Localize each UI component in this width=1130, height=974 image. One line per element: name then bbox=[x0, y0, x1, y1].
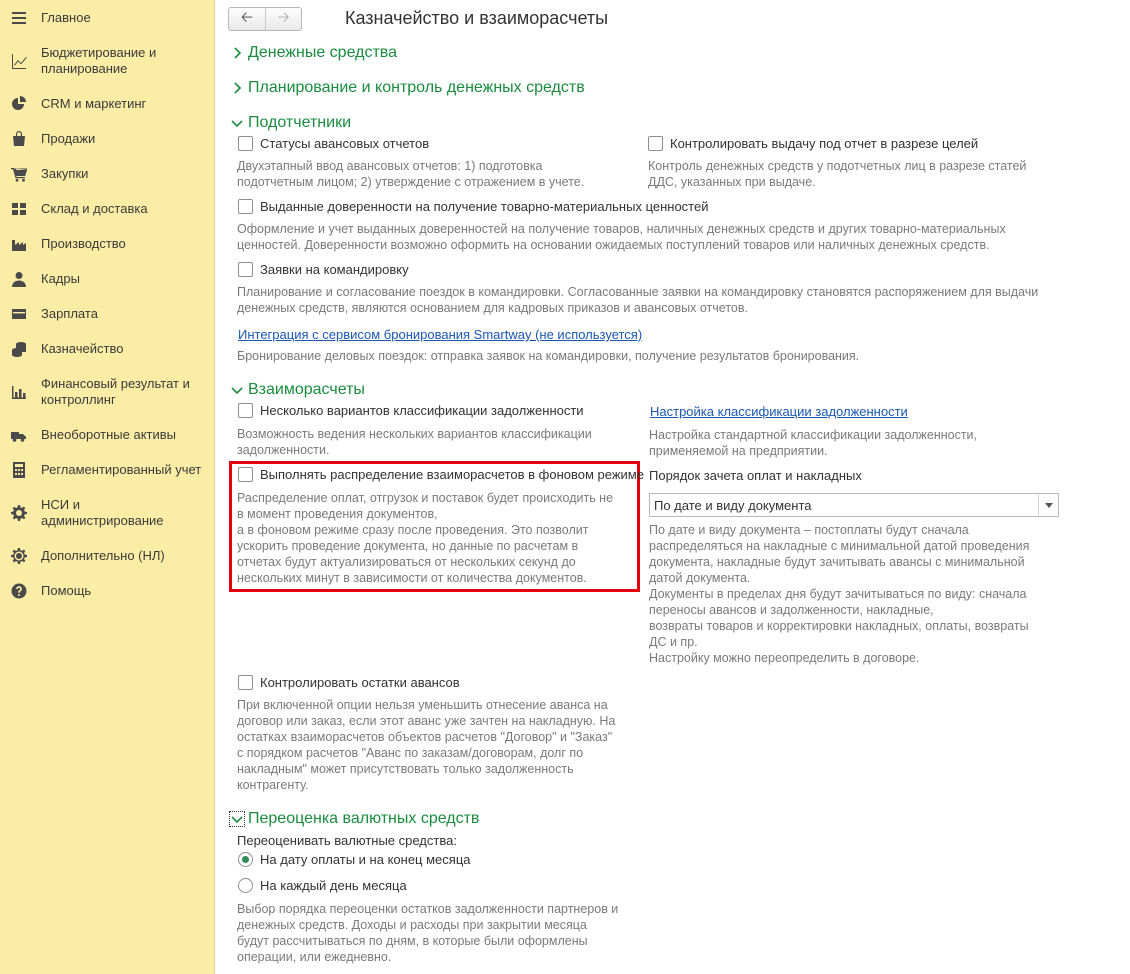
nav-buttons bbox=[228, 7, 302, 31]
chevron-down-icon bbox=[229, 811, 245, 827]
description: датой документа. bbox=[649, 571, 751, 585]
radio-label: На дату оплаты и на конец месяца bbox=[260, 852, 471, 867]
section-currency[interactable] bbox=[229, 810, 479, 828]
description: денежных средств, являются основанием для кадровых приказов и авансовых отчетов. bbox=[237, 301, 748, 315]
description: Распределение оплат, отгрузок и поставок будет происходить не bbox=[237, 491, 614, 505]
coins-icon bbox=[10, 340, 28, 358]
sidebar-item-help[interactable] bbox=[0, 582, 215, 600]
select-value: По дате и виду документа bbox=[654, 497, 812, 513]
description: операции, или ежедневно. bbox=[237, 950, 392, 964]
checkbox-label: Заявки на командировку bbox=[260, 262, 409, 277]
description: документа, накладные будут зачитывать авансы с минимальной bbox=[649, 555, 1025, 569]
arrow-right-icon: 🡢 bbox=[277, 8, 290, 26]
radio-label: На каждый день месяца bbox=[260, 878, 407, 893]
sidebar bbox=[0, 0, 215, 974]
sidebar-item-label: Внеоборотные активы bbox=[41, 427, 177, 442]
gear-icon bbox=[10, 504, 28, 522]
arrow-left-icon: 🡠 bbox=[240, 8, 254, 26]
factory-icon bbox=[10, 235, 28, 253]
back-button[interactable] bbox=[229, 8, 265, 30]
sidebar-item-regulated-accounting[interactable] bbox=[0, 461, 215, 479]
sidebar-item-main[interactable] bbox=[0, 9, 215, 27]
shopping-bag-icon bbox=[10, 130, 28, 148]
section-title: Планирование и контроль денежных средств bbox=[248, 79, 585, 96]
description: ДДС, указанных при выдаче. bbox=[648, 175, 816, 189]
sidebar-item-financial-result[interactable] bbox=[0, 375, 215, 409]
sidebar-item-label: Зарплата bbox=[41, 306, 98, 321]
description: договор или заказ, если этот аванс уже зачтен на накладную. На bbox=[237, 714, 616, 728]
sidebar-item-crm[interactable] bbox=[0, 95, 215, 113]
advance-reports-checkbox-row[interactable] bbox=[238, 136, 429, 151]
section-title: Взаиморасчеты bbox=[248, 381, 365, 398]
sidebar-item-nsi-admin[interactable] bbox=[0, 496, 215, 530]
classification-checkbox-row[interactable] bbox=[238, 403, 584, 418]
sidebar-item-sales[interactable] bbox=[0, 130, 215, 148]
section-title: Денежные средства bbox=[248, 44, 397, 61]
description: ускорить проведение документа, но данные по расчетам в bbox=[237, 539, 579, 553]
sidebar-item-label: Закупки bbox=[41, 166, 89, 181]
sidebar-item-hr[interactable] bbox=[0, 270, 215, 288]
advance-reports-checkbox[interactable] bbox=[238, 136, 253, 151]
classification-setup-link[interactable]: Настройка классификации задолженности bbox=[650, 404, 908, 419]
description: ДС и пр. bbox=[649, 635, 698, 649]
section-title: Подотчетники bbox=[248, 114, 351, 131]
description: Настройка стандартной классификации задолженности, bbox=[649, 428, 978, 442]
description: Оформление и учет выданных доверенностей на получение товаров, наличных денежных средств и других товарно-материальных bbox=[237, 222, 1006, 236]
description: Контроль денежных средств у подотчетных лиц в разрезе статей bbox=[648, 159, 1027, 173]
description: с порядком расчетов "Аванс по заказам/договорам, долг по bbox=[237, 746, 584, 760]
sidebar-item-label: CRM и маркетинг bbox=[41, 96, 147, 111]
description: денежных средств. Доходы и расходы при закрытии месяца bbox=[237, 918, 587, 932]
grid-icon bbox=[10, 200, 28, 218]
sidebar-item-additional[interactable] bbox=[0, 547, 215, 565]
section-money[interactable] bbox=[229, 44, 397, 62]
chevron-down-icon bbox=[229, 115, 245, 131]
sidebar-item-fixed-assets[interactable] bbox=[0, 426, 215, 444]
description: применяемой на предприятии. bbox=[649, 444, 828, 458]
sidebar-item-label: Производство bbox=[41, 236, 126, 251]
trip-requests-checkbox-row[interactable] bbox=[238, 262, 409, 277]
description: По дате и виду документа – постоплаты будут сначала bbox=[649, 523, 969, 537]
sidebar-item-label: Казначейство bbox=[41, 341, 124, 356]
sidebar-item-label: Бюджетирование и планирование bbox=[41, 45, 157, 76]
calculator-icon bbox=[10, 461, 28, 479]
description: Настройку можно переопределить в договоре. bbox=[649, 651, 920, 665]
sidebar-item-salary[interactable] bbox=[0, 305, 215, 323]
description: накладным" может присутствовать только задолженность bbox=[237, 762, 574, 776]
description: Возможность ведения нескольких вариантов классификации bbox=[237, 427, 592, 441]
sidebar-item-label: Продажи bbox=[41, 131, 96, 146]
radio-button[interactable] bbox=[238, 852, 253, 867]
radio-every-day[interactable] bbox=[238, 878, 407, 893]
description: подотчетным лицом; 2) утверждение с отражением в учете. bbox=[237, 175, 585, 189]
section-title: Переоценка валютных средств bbox=[248, 810, 480, 827]
advance-balance-checkbox[interactable] bbox=[238, 675, 253, 690]
description: задолженности. bbox=[237, 443, 330, 457]
checkbox-label: Выполнять распределение взаиморасчетов в фоновом режиме bbox=[260, 467, 644, 482]
truck-icon bbox=[10, 426, 28, 444]
classification-checkbox[interactable] bbox=[238, 403, 253, 418]
radio-payment-month-end[interactable] bbox=[238, 852, 471, 867]
offset-order-select[interactable] bbox=[649, 493, 1059, 517]
powers-of-attorney-checkbox-row[interactable] bbox=[238, 199, 708, 214]
chevron-down-icon bbox=[229, 382, 245, 398]
description: Планирование и согласование поездок в командировки. Согласованные заявки на командировку становятся распоряжением для выдачи bbox=[237, 285, 1039, 299]
description: остатках взаиморасчетов объектов расчетов "Договор" и "Заказ" bbox=[237, 730, 613, 744]
background-distribution-checkbox[interactable] bbox=[238, 467, 253, 482]
description: отчетах будут актуализироваться от нескольких секунд до bbox=[237, 555, 576, 569]
section-planning[interactable] bbox=[229, 79, 585, 97]
description: распределяться на накладные с минимальной датой проведения bbox=[649, 539, 1030, 553]
person-icon bbox=[10, 270, 28, 288]
description: возвраты товаров и корректировки накладных, оплаты, возвраты bbox=[649, 619, 1029, 633]
description: Выбор порядка переоценки остатков задолженности партнеров и bbox=[237, 902, 619, 916]
forward-button[interactable] bbox=[265, 8, 301, 30]
sidebar-item-label: Помощь bbox=[41, 583, 92, 598]
description: ценностей. Доверенности возможно оформить на основании ожидаемых поступлений товаров или наличных денежных средств. bbox=[237, 238, 990, 252]
checkbox-label: Выданные доверенности на получение товарно-материальных ценностей bbox=[260, 199, 709, 214]
sidebar-item-treasury[interactable] bbox=[0, 340, 215, 358]
wallet-icon bbox=[10, 305, 28, 323]
powers-of-attorney-checkbox[interactable] bbox=[238, 199, 253, 214]
main-content bbox=[216, 0, 1130, 974]
page-title: Казначейство и взаиморасчеты bbox=[345, 8, 609, 28]
checkbox-label: Несколько вариантов классификации задолженности bbox=[260, 403, 584, 418]
sidebar-item-label: Регламентированный учет bbox=[41, 462, 202, 477]
description: переносы авансов и задолженности, накладные, bbox=[649, 603, 934, 617]
revalue-label: Переоценивать валютные средства: bbox=[237, 833, 457, 848]
sidebar-item-label: Финансовый результат и контроллинг bbox=[41, 376, 190, 407]
sidebar-item-budgeting[interactable] bbox=[0, 44, 215, 78]
sidebar-item-warehouse[interactable] bbox=[0, 200, 215, 218]
description: а в фоновом режиме сразу после проведения. Это позволит bbox=[237, 523, 589, 537]
sidebar-item-production[interactable] bbox=[0, 235, 215, 253]
description: При включенной опции нельзя уменьшить отнесение аванса на bbox=[237, 698, 608, 712]
radio-button[interactable] bbox=[238, 878, 253, 893]
description: нескольких минут в зависимости от количества документов. bbox=[237, 571, 587, 585]
checkbox-label: Контролировать выдачу под отчет в разрезе целей bbox=[670, 136, 979, 151]
description: Двухэтапный ввод авансовых отчетов: 1) подготовка bbox=[237, 159, 543, 173]
help-icon bbox=[10, 582, 28, 600]
bar-chart-icon bbox=[10, 383, 28, 401]
control-issue-checkbox-row[interactable] bbox=[648, 136, 978, 151]
description: контрагенту. bbox=[237, 778, 309, 792]
trip-requests-checkbox[interactable] bbox=[238, 262, 253, 277]
sidebar-item-label: Склад и доставка bbox=[41, 201, 148, 216]
description: будут рассчитываться по дням, в которые были оформлены bbox=[237, 934, 588, 948]
gear-outline-icon bbox=[10, 547, 28, 565]
sidebar-item-label: Главное bbox=[41, 10, 91, 25]
section-accountable[interactable] bbox=[229, 114, 351, 132]
menu-icon bbox=[10, 9, 28, 27]
description: в момент проведения документов, bbox=[237, 507, 438, 521]
chart-line-icon bbox=[10, 52, 28, 70]
checkbox-label: Контролировать остатки авансов bbox=[260, 675, 460, 690]
section-settlements[interactable] bbox=[229, 381, 365, 399]
sidebar-item-label: Кадры bbox=[41, 271, 80, 286]
description: Бронирование деловых поездок: отправка заявок на командировки, получение результатов бронирования. bbox=[237, 349, 860, 363]
cart-icon bbox=[10, 165, 28, 183]
chevron-right-icon bbox=[229, 80, 245, 96]
background-distribution-checkbox-row[interactable] bbox=[238, 467, 644, 482]
control-issue-checkbox[interactable] bbox=[648, 136, 663, 151]
sidebar-item-label: Дополнительно (НЛ) bbox=[41, 548, 165, 563]
pie-chart-icon bbox=[10, 95, 28, 113]
chevron-down-icon[interactable] bbox=[1038, 494, 1058, 516]
sidebar-item-label: НСИ и администрирование bbox=[41, 497, 164, 528]
smartway-integration-link[interactable]: Интеграция с сервисом бронирования Smartway (не используется) bbox=[238, 327, 643, 342]
advance-balance-checkbox-row[interactable] bbox=[238, 675, 460, 690]
checkbox-label: Статусы авансовых отчетов bbox=[260, 136, 430, 151]
description: Документы в пределах дня будут зачитываться по виду: сначала bbox=[649, 587, 1027, 601]
offset-order-label: Порядок зачета оплат и накладных bbox=[649, 468, 862, 483]
sidebar-item-purchases[interactable] bbox=[0, 165, 215, 183]
chevron-right-icon bbox=[229, 45, 245, 61]
